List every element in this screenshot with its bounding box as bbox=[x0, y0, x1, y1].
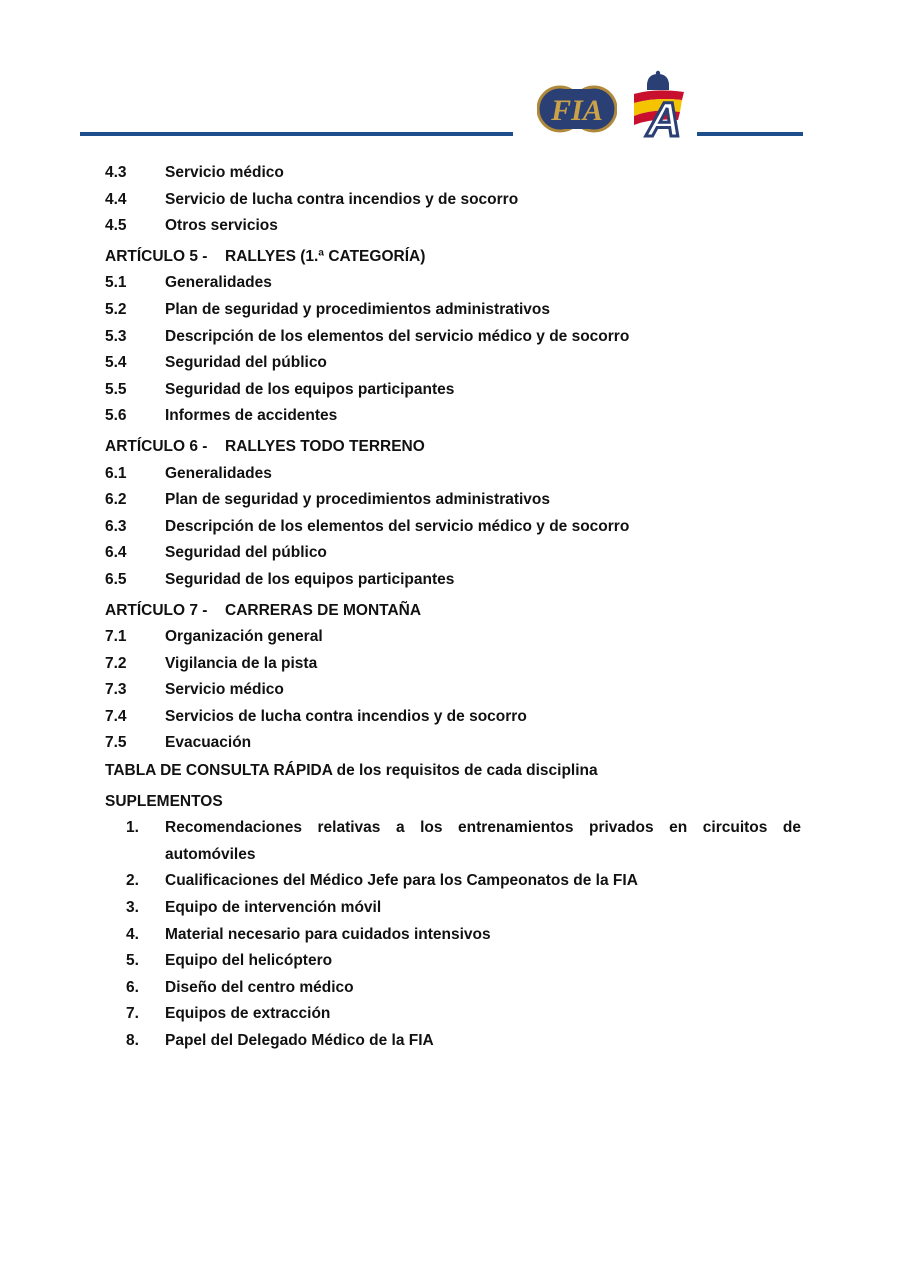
toc-number: 4.5 bbox=[105, 217, 127, 235]
toc-title: Organización general bbox=[165, 628, 323, 646]
article-7-heading bbox=[105, 598, 801, 625]
toc-title: Servicios de lucha contra incendios y de socorro bbox=[165, 707, 527, 725]
rfeda-logo-text: A bbox=[646, 94, 682, 140]
fia-logo-icon bbox=[537, 81, 617, 137]
article-5-heading bbox=[105, 244, 801, 271]
suplemento-number: 7. bbox=[126, 1005, 139, 1023]
toc-title: Seguridad del público bbox=[165, 354, 327, 372]
suplemento-number: 6. bbox=[126, 978, 139, 996]
page-header bbox=[0, 0, 905, 150]
toc-entry-5-5 bbox=[105, 377, 801, 404]
suplemento-number: 1. bbox=[126, 819, 139, 837]
suplemento-item-3 bbox=[105, 895, 801, 922]
toc-entry-4-4 bbox=[105, 187, 801, 214]
toc-entry-6-5 bbox=[105, 567, 801, 594]
article-title: RALLYES (1.ª CATEGORÍA) bbox=[225, 247, 426, 265]
toc-number: 5.6 bbox=[105, 407, 127, 425]
toc-entry-5-6 bbox=[105, 403, 801, 430]
toc-number: 7.4 bbox=[105, 707, 127, 725]
article-title: RALLYES TODO TERRENO bbox=[225, 437, 425, 455]
fia-logo-text: FIA bbox=[551, 94, 603, 127]
toc-title: Servicio médico bbox=[165, 164, 284, 181]
toc-number: 7.3 bbox=[105, 681, 127, 699]
suplemento-item-8 bbox=[105, 1028, 801, 1055]
toc-number: 7.2 bbox=[105, 654, 127, 672]
toc-title: Informes de accidentes bbox=[165, 407, 338, 425]
toc-entry-7-1 bbox=[105, 624, 801, 651]
table-of-contents bbox=[105, 160, 801, 1055]
header-rule-right bbox=[697, 132, 803, 136]
suplemento-number: 8. bbox=[126, 1032, 139, 1049]
toc-title: Seguridad de los equipos participantes bbox=[165, 570, 455, 588]
toc-number: 5.5 bbox=[105, 380, 127, 398]
article-6-heading bbox=[105, 434, 801, 461]
toc-number: 6.3 bbox=[105, 517, 127, 535]
suplemento-item-5 bbox=[105, 948, 801, 975]
toc-title: Servicio médico bbox=[165, 681, 284, 699]
toc-entry-7-3 bbox=[105, 677, 801, 704]
toc-number: 4.3 bbox=[105, 164, 127, 181]
toc-entry-7-5 bbox=[105, 730, 801, 757]
toc-title: Seguridad del público bbox=[165, 544, 327, 562]
rfeda-logo-icon bbox=[624, 70, 690, 140]
toc-entry-6-2 bbox=[105, 487, 801, 514]
article-number: ARTÍCULO 6 - bbox=[105, 437, 208, 455]
suplemento-title: Diseño del centro médico bbox=[165, 978, 354, 996]
toc-title: Otros servicios bbox=[165, 217, 278, 235]
toc-title: Evacuación bbox=[165, 734, 252, 752]
suplemento-number: 2. bbox=[126, 872, 139, 890]
toc-number: 7.5 bbox=[105, 734, 127, 752]
toc-number: 5.2 bbox=[105, 300, 127, 318]
suplemento-item-4 bbox=[105, 922, 801, 949]
toc-number: 6.4 bbox=[105, 544, 127, 562]
toc-number: 5.1 bbox=[105, 274, 127, 292]
toc-title: Descripción de los elementos del servicio médico y de socorro bbox=[165, 327, 630, 345]
toc-title: Servicio de lucha contra incendios y de socorro bbox=[165, 190, 519, 208]
toc-entry-5-3 bbox=[105, 324, 801, 351]
toc-title: Generalidades bbox=[165, 274, 272, 292]
toc-entry-5-4 bbox=[105, 350, 801, 377]
suplemento-title: Material necesario para cuidados intensivos bbox=[165, 925, 491, 943]
suplemento-item-6 bbox=[105, 975, 801, 1002]
toc-title: Vigilancia de la pista bbox=[165, 654, 318, 672]
toc-title: Seguridad de los equipos participantes bbox=[165, 380, 455, 398]
toc-title: Generalidades bbox=[165, 464, 272, 482]
toc-entry-4-5 bbox=[105, 213, 801, 240]
suplemento-number: 3. bbox=[126, 899, 139, 917]
suplemento-item-2 bbox=[105, 868, 801, 895]
toc-entry-5-1 bbox=[105, 270, 801, 297]
tabla-heading: TABLA DE CONSULTA RÁPIDA de los requisitos de cada disciplina bbox=[105, 762, 598, 780]
toc-entry-4-3 bbox=[105, 160, 801, 187]
toc-entry-7-4 bbox=[105, 704, 801, 731]
article-number: ARTÍCULO 5 - bbox=[105, 247, 208, 265]
toc-title: Plan de seguridad y procedimientos administrativos bbox=[165, 491, 551, 509]
toc-number: 6.5 bbox=[105, 570, 127, 588]
article-title: CARRERAS DE MONTAÑA bbox=[225, 601, 422, 619]
toc-number: 4.4 bbox=[105, 190, 127, 208]
suplemento-title: Equipo de intervención móvil bbox=[165, 899, 382, 917]
suplemento-title: Cualificaciones del Médico Jefe para los Campeonatos de la FIA bbox=[165, 872, 638, 890]
toc-title: Descripción de los elementos del servicio médico y de socorro bbox=[165, 517, 630, 535]
suplemento-number: 4. bbox=[126, 925, 139, 943]
suplemento-item-7 bbox=[105, 1001, 801, 1028]
toc-entry-6-3 bbox=[105, 514, 801, 541]
toc-number: 5.3 bbox=[105, 327, 127, 345]
suplemento-number: 5. bbox=[126, 952, 139, 970]
article-number: ARTÍCULO 7 - bbox=[105, 601, 208, 619]
toc-entry-6-1 bbox=[105, 461, 801, 488]
toc-number: 5.4 bbox=[105, 354, 127, 372]
toc-entry-7-2 bbox=[105, 651, 801, 678]
toc-entry-6-4 bbox=[105, 540, 801, 567]
suplemento-item-1 bbox=[105, 815, 801, 868]
toc-entry-5-2 bbox=[105, 297, 801, 324]
suplemento-title: Papel del Delegado Médico de la FIA bbox=[165, 1032, 434, 1049]
suplemento-title: Equipos de extracción bbox=[165, 1005, 331, 1023]
toc-title: Plan de seguridad y procedimientos administrativos bbox=[165, 300, 551, 318]
header-rule-left bbox=[80, 132, 513, 136]
suplementos-heading: SUPLEMENTOS bbox=[105, 792, 223, 810]
suplemento-title: Recomendaciones relativas a los entrenamientos privados en circuitos de automóviles bbox=[165, 819, 801, 863]
toc-number: 6.1 bbox=[105, 464, 127, 482]
toc-number: 7.1 bbox=[105, 628, 127, 646]
toc-number: 6.2 bbox=[105, 491, 127, 509]
suplemento-title: Equipo del helicóptero bbox=[165, 952, 333, 970]
